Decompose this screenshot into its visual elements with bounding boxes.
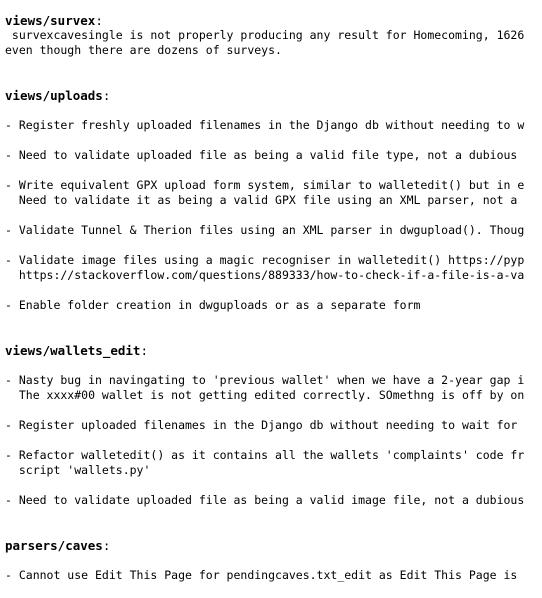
blank-line [5, 238, 542, 253]
blank-line [5, 313, 542, 328]
text-line: even though there are dozens of surveys. [5, 43, 282, 57]
text-line: - Enable folder creation in dwguploads or as a separate form [5, 298, 421, 312]
blank-line [5, 403, 542, 418]
section-heading-text: views/uploads [5, 88, 103, 103]
heading-colon: : [95, 13, 103, 28]
blank-line [5, 553, 542, 568]
heading-colon: : [102, 88, 111, 103]
text-line: https://stackoverflow.com/questions/889333/how-to-check-if-a-file-is-a-va [5, 268, 525, 282]
blank-line [5, 103, 542, 118]
text-line: - Register freshly uploaded filenames in the Django db without needing to w [5, 118, 525, 132]
section-heading-text: parsers/caves [5, 538, 103, 553]
blank-line [5, 58, 542, 73]
text-line: - Cannot use Edit This Page for pendingcaves.txt_edit as Edit This Page is [5, 568, 518, 582]
blank-line [5, 358, 542, 373]
todo-document [5, 13, 542, 598]
blank-line [5, 163, 542, 178]
text-line: - Refactor walletedit() as it contains all the wallets 'complaints' code fr [5, 448, 525, 462]
blank-line [5, 208, 542, 223]
heading-colon: : [140, 343, 148, 358]
section-heading-text: views/wallets_edit [5, 343, 141, 358]
blank-line [5, 523, 542, 538]
blank-line [5, 583, 542, 598]
blank-line [5, 73, 542, 88]
blank-line [5, 328, 542, 343]
text-line: - Need to validate uploaded file as being a valid file type, not a dubious [5, 148, 518, 162]
section-heading [5, 13, 542, 28]
text-line: - Validate image files using a magic recogniser in walletedit() https://pyp [5, 253, 525, 267]
blank-line [5, 283, 542, 298]
text-line: The xxxx#00 wallet is not getting edited correctly. SOmethng is off by on [5, 388, 525, 402]
text-line: - Nasty bug in navingating to 'previous wallet' when we have a 2-year gap i [5, 373, 525, 387]
heading-colon: : [102, 538, 111, 553]
blank-line [5, 478, 542, 493]
blank-line [5, 133, 542, 148]
blank-line [5, 508, 542, 523]
text-line: - Validate Tunnel & Therion files using an XML parser in dwgupload(). Thoug [5, 223, 525, 237]
section-heading [5, 538, 542, 553]
blank-line [5, 433, 542, 448]
section-heading [5, 88, 542, 103]
text-line: - Need to validate uploaded file as being a valid image file, not a dubious [5, 493, 525, 507]
text-line: survexcavesingle is not properly producing any result for Homecoming, 1626 [5, 28, 525, 42]
section-heading [5, 343, 542, 358]
text-line: Need to validate it as being a valid GPX file using an XML parser, not a [5, 193, 518, 207]
text-line: - Write equivalent GPX upload form system, similar to walletedit() but in e [5, 178, 525, 192]
text-line: - Register uploaded filenames in the Django db without needing to wait for [5, 418, 518, 432]
section-heading-text: views/survex [5, 13, 96, 28]
text-line: script 'wallets.py' [5, 463, 151, 477]
